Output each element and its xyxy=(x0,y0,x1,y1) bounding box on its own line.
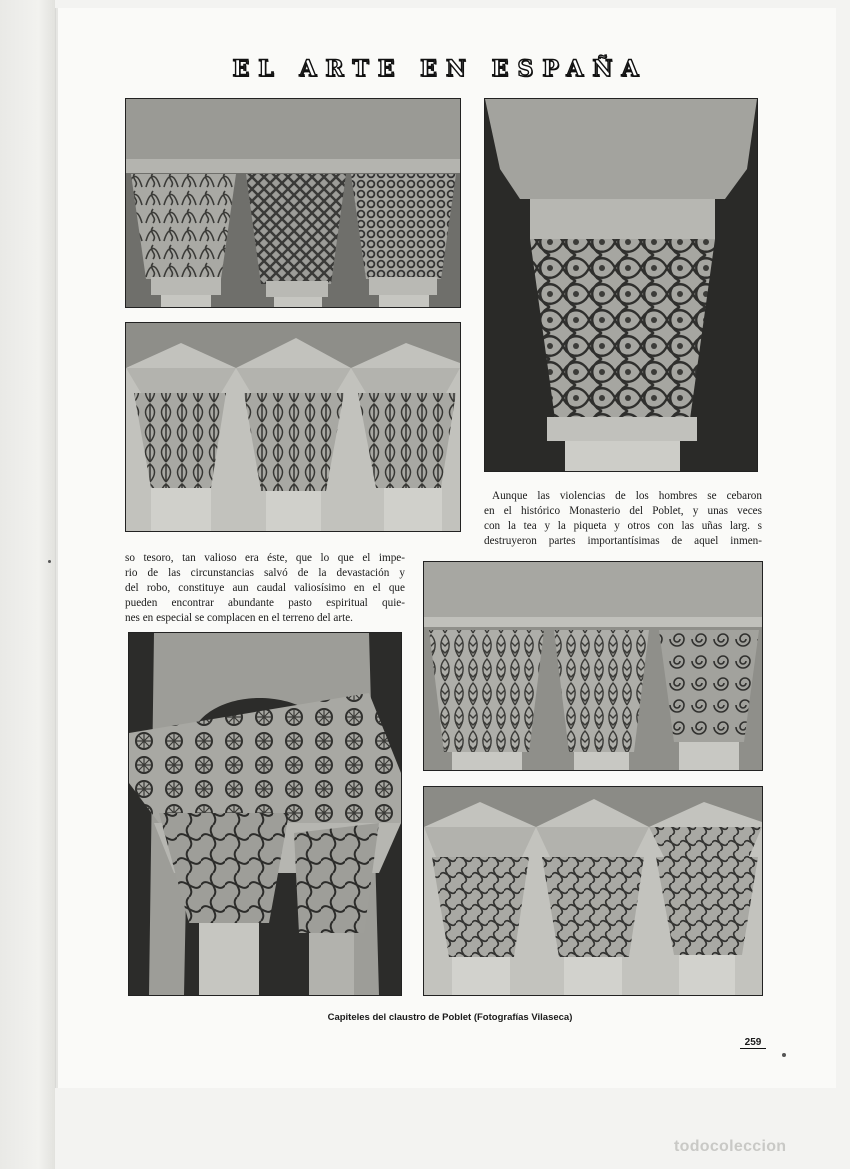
text-line: con la tea y la piqueta y otros con las uñas larg. s xyxy=(484,520,762,532)
text-line: nes en especial se complacen en el terreno del arte. xyxy=(125,612,353,624)
photo-capitals-right-middle xyxy=(423,561,763,771)
photo-capitals-bottom-right xyxy=(423,786,763,996)
photo-capital-arch-left xyxy=(128,632,402,996)
text-line: pueden encontrar abundante pasto espiritual quie- xyxy=(125,597,405,609)
figure-caption: Capiteles del claustro de Poblet (Fotografías Vilaseca) xyxy=(327,1012,573,1023)
binding-margin xyxy=(0,0,55,1169)
photo-capital-large-right xyxy=(484,98,758,472)
text-line: Aunque las violencias de los hombres se cebaron xyxy=(492,490,762,502)
photo-capitals-middle-left xyxy=(125,322,461,532)
page-number: 259 xyxy=(740,1037,766,1049)
page-title: EL ARTE EN ESPAÑA xyxy=(232,56,648,82)
text-line: en el histórico Monasterio del Poblet, y unas veces xyxy=(484,505,762,517)
text-line: del robo, constituye aun caudal valiosísimo en el que xyxy=(125,582,405,594)
print-speck xyxy=(48,560,51,563)
text-line: rio de las circunstancias salvó de la devastación y xyxy=(125,567,405,579)
print-speck xyxy=(782,1053,786,1057)
photo-capitals-top-left xyxy=(125,98,461,308)
text-line: so tesoro, tan valioso era éste, que lo que el impe- xyxy=(125,552,405,564)
text-line: destruyeron partes importantísimas de aquel inmen- xyxy=(484,535,762,547)
watermark-logo: todocoleccion xyxy=(674,1138,787,1155)
